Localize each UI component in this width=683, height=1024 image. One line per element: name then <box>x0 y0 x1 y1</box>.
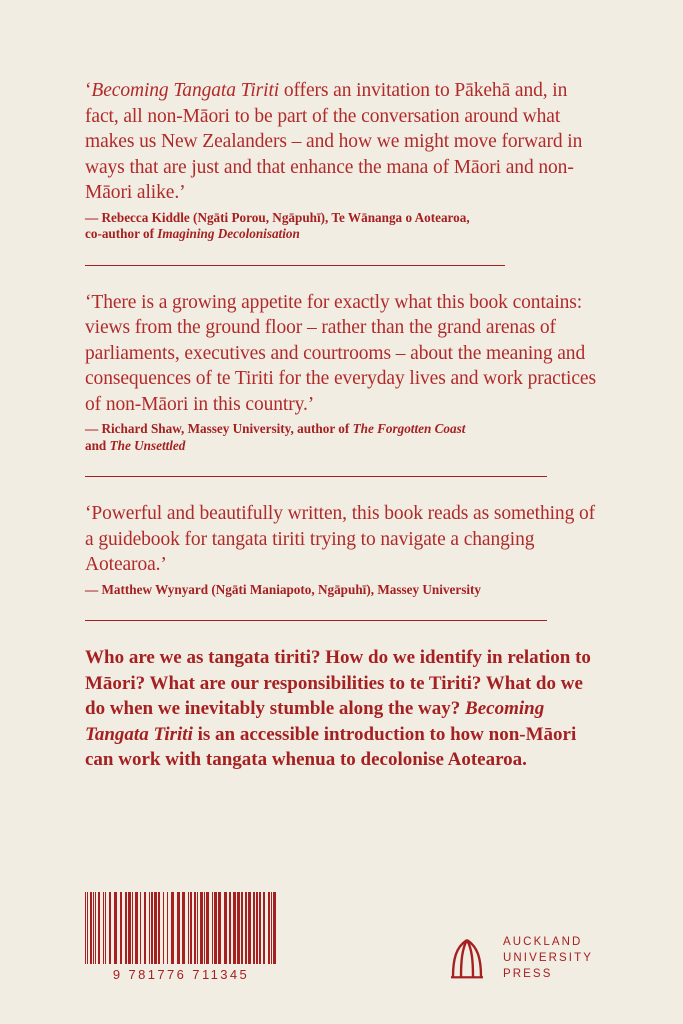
divider-2 <box>85 476 547 477</box>
divider-3 <box>85 620 547 621</box>
blurb-attribution: — Richard Shaw, Massey University, author of The Forgotten Coast and The Unsettled <box>85 421 466 453</box>
publisher-name <box>503 934 593 982</box>
blurb-quote: ‘There is a growing appetite for exactly what this book contains: views from the ground floor – rather than the grand arenas of parliaments, executives and courtrooms – about the meaning and consequences of te Tiriti for the everyday lives and work practices of non-Māori in this country.’ <box>85 291 596 415</box>
cover-footer <box>85 892 623 982</box>
blurb-1 <box>85 78 598 243</box>
divider-1 <box>85 265 505 266</box>
blurb-2 <box>85 290 598 455</box>
barcode-digits: 9 781776 711345 <box>112 967 250 982</box>
publisher-logo <box>447 934 623 982</box>
blurb-attribution: — Rebecca Kiddle (Ngāti Porou, Ngāpuhī), Te Wānanga o Aotearoa, co-author of Imagining Decolonisation <box>85 209 470 241</box>
blurb-quote: ‘Powerful and beautifully written, this book reads as something of a guidebook for tangata tiriti trying to navigate a changing Aotearoa.’ <box>85 503 596 575</box>
blurb-quote: ‘Becoming Tangata Tiriti offers an invitation to Pākehā and, in fact, all non-Māori to be part of the conversation around what makes us New Zealanders – and how we might move forward in ways that are just and that enhance the mana of Māori and non-Māori alike.’ <box>85 80 583 203</box>
auckland-university-press-logo-icon <box>447 937 487 979</box>
blurb-attribution: — Matthew Wynyard (Ngāti Maniapoto, Ngāpuhī), Massey University <box>85 581 481 597</box>
publisher-line-1: AUCKLAND <box>502 936 583 948</box>
barcode-bars <box>85 892 277 964</box>
book-summary: Who are we as tangata tiriti? How do we identify in relation to Māori? What are our responsibilities to te Tiriti? What do we do when we inevitably stumble along the way? Becoming Tangata Tiriti is an accessible introduction to how non-Māori can work with tangata whenua to decolonise Aotearoa. <box>85 647 591 770</box>
barcode <box>85 892 277 982</box>
publisher-line-2: UNIVERSITY <box>502 952 593 964</box>
publisher-line-3: PRESS <box>502 968 553 980</box>
blurb-3 <box>85 501 598 598</box>
